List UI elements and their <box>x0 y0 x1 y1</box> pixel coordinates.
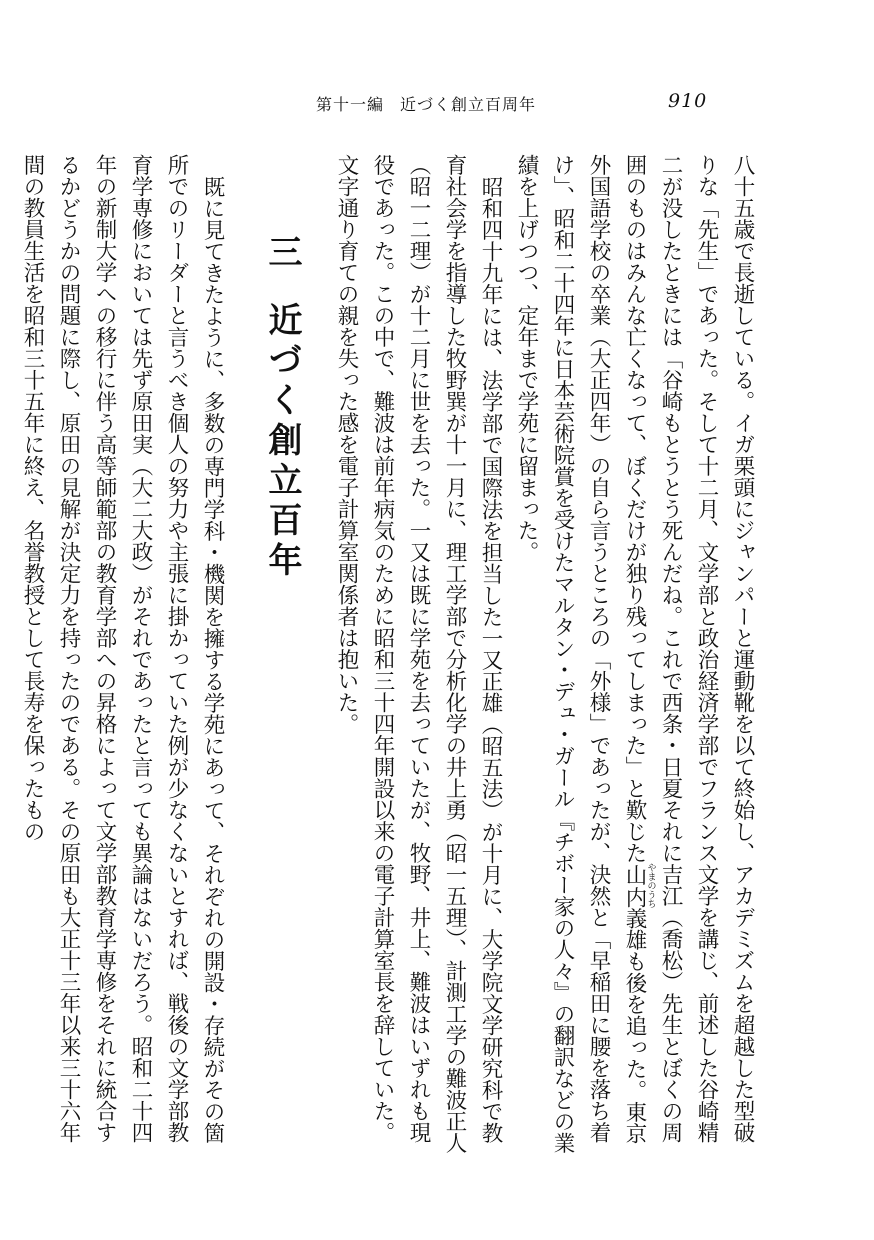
paragraph-1 <box>508 154 760 1154</box>
paragraph-2: 昭和四十九年には、法学部で国際法を担当した一又正雄（昭五法）が十月に、大学院文学研究科で教育社会学を指導した牧野巽が十一月に、理工学部で分析化学の井上勇（昭一五理）、計測工学の難波正人（昭一二理）が十二月に世を去った。一又は既に学苑を去っていたが、牧野、井上、難波はいずれも現役であった。この中で、難波は前年病気のために昭和三十四年開設以来の電子計算室長を辞していた。文字通り育ての親を失った感を電子計算室関係者は抱いた。 <box>334 154 503 1154</box>
paragraph-1-part-b: 義雄も後を追った。東京外国語学校の卒業（大正四年）の自ら言うところの「外様」であったが、決然と「早稲田に腰を落ち着け」、昭和二十四年に日本芸術院賞を受けたマルタン・デュ・ガール『チボー家の人々』の翻訳などの業績を上げつつ、定年まで学苑に留まった。 <box>514 154 647 1154</box>
section-title: 近づく創立百年 <box>262 302 302 582</box>
section-number: 三 <box>262 234 302 274</box>
running-head <box>316 92 536 115</box>
page-number: 910 <box>668 90 708 112</box>
paragraph-1-part-a: 八十五歳で長逝している。イガ栗頭にジャンパーと運動靴を以て終始し、アカデミズムを超越した型破りな「先生」であった。そして十二月、文学部と政治経済学部でフランス文学を講じ、前述した谷崎精二が没したときには「谷崎もとうとう死んだね。これで西条・日夏それに吉江（喬松）先生とぼくの周囲のものはみんな亡くなって、ぼくだけが独り残ってしまった」と歎じた <box>622 154 755 1143</box>
yamanouchi-ruby: 山内やまのうち <box>622 863 656 908</box>
running-head-part: 第十一編 <box>316 95 385 114</box>
main-text <box>20 154 760 1154</box>
paragraph-3: 既に見てきたように、多数の専門学科・機関を擁する学苑にあって、それぞれの開設・存続がその箇所でのリーダーと言うべき個人の努力や主張に掛かっていた例が少なくないとすれば、戦後の文学部教育学専修においては先ず原田実（大二大政）がそれであったと言っても異論はないだろう。昭和二十四年の新制大学への移行に伴う高等師範部の教育学部への昇格によって文学部教育学専修をそれに統合するかどうかの問題に際し、原田の見解が決定力を持ったのである。その原田も大正十三年以来三十六年間の教員生活を昭和三十五年に終え、名誉教授として長寿を保ったもの <box>20 154 225 1143</box>
running-head-chapter: 近づく創立百周年 <box>400 95 537 114</box>
section-heading <box>260 154 304 1154</box>
